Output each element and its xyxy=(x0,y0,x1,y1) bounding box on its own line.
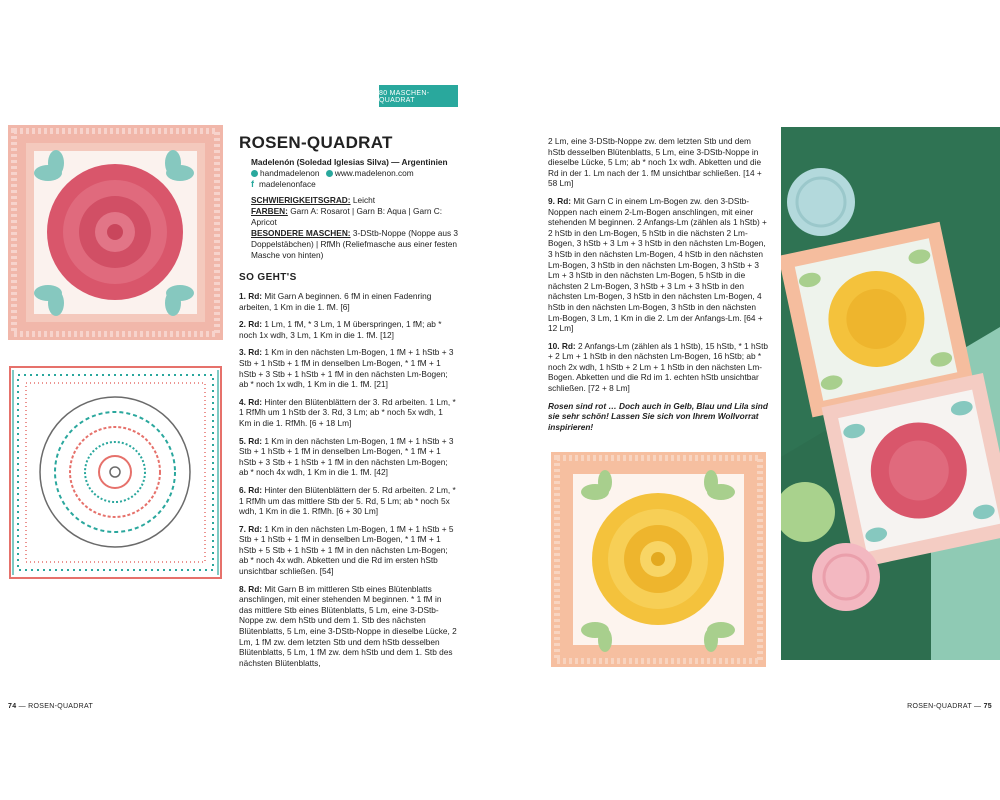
social-links xyxy=(251,168,448,179)
designer-info xyxy=(251,157,448,190)
page-title: ROSEN-QUADRAT xyxy=(239,133,393,152)
closing-note: Rosen sind rot … Doch auch in Gelb, Blau und Lila sind sie sehr schön! Lassen Sie sich von Ihrem Wollvorrat inspirieren! xyxy=(548,400,768,432)
instructions-left xyxy=(239,291,457,675)
pattern-meta xyxy=(251,195,461,261)
web-icon xyxy=(326,170,333,177)
step-3: 3. Rd: 1 Km in den nächsten Lm-Bogen, 1 fM + 1 hStb + 3 Stb + 1 hStb + 1 fM in denselben Lm-Bogen, * 1 fM + 1 hStb + 3 Stb + 1 hStb + 1 fM in den nächsten Lm-Bogen; ab * noch 1x wdh, 1 Km in die 1. fM. [21] xyxy=(239,347,454,390)
website-link[interactable]: www.madelenon.com xyxy=(334,168,414,178)
howto-heading: SO GEHT'S xyxy=(239,272,297,283)
difficulty-label: SCHWIERIGKEITSGRAD: xyxy=(251,195,351,205)
step-8-cont: 2 Lm, eine 3-DStb-Noppe zw. dem letzten Stb und dem hStb desselben Blütenblatts, 5 Lm, eine 3-DStb-Noppe in dieselbe Lücke, 5 Lm; ab * noch 1x wdh. Abketten und die Rd in der 1. Lm nach der 1. fM unsichtbar schließen. [14 + 58 Lm] xyxy=(548,136,762,189)
facebook-icon: f xyxy=(251,179,254,189)
step-2: 2. Rd: 1 Lm, 1 fM, * 3 Lm, 1 M überspringen, 1 fM; ab * noch 1x wdh, 3 Lm, 1 Km in die 1. fM. [12] xyxy=(239,319,442,340)
colors-value: Garn A: Rosarot | Garn B: Aqua | Garn C: Apricot xyxy=(251,206,443,227)
photo-flatlay xyxy=(781,127,1000,660)
photo-rose-square xyxy=(8,125,223,340)
step-7: 7. Rd: 1 Km in den nächsten Lm-Bogen, 1 fM + 1 hStb + 5 Stb + 1 hStb + 1 fM in denselben Lm-Bogen, * 1 fM + 1 hStb + 5 Stb + 1 hStb + 1 fM in den nächsten Lm-Bogen; ab * noch 4x wdh. Abketten und die Rd im ersten hStb unsichtbar schließen. [54] xyxy=(239,523,454,577)
step-6: 6. Rd: Hinter den Blütenblättern der 5. Rd arbeiten. 2 Lm, * 1 RfMh um das mittlere Stb der 5. Rd, 5 Lm; ab * noch 5x wdh, 1 Km in die 1. RfMh. [6 + 30 Lm] xyxy=(239,484,456,517)
footer-right: ROSEN-QUADRAT — 75 xyxy=(907,703,992,710)
step-8: 8. Rd: Mit Garn B im mittleren Stb eines Blütenblatts anschlingen, mit einer stehenden M beginnen. * 1 fM in das mittlere Stb eines Blütenblatts, 5 Lm, eine 3-DStb-Noppe zw. dem hStb und dem 1. Stb des nächsten Blütenblatts, 5 Lm, eine 3-DStb-Noppe in dieselbe Lücke, 2 Lm, 1 fM zw. dem letzten Stb und dem hStb desselben Blütenblatts, 5 Lm, 1 fM zw. dem hStb und dem 1. Stb des nächsten Blütenblatts, xyxy=(239,583,457,668)
difficulty-value: Leicht xyxy=(352,195,376,205)
section-tag xyxy=(379,85,458,107)
photo-yellow-rose-square xyxy=(551,452,766,667)
facebook-handle[interactable]: madelenonface xyxy=(259,179,316,189)
instagram-icon xyxy=(251,170,258,177)
step-9: 9. Rd: Mit Garn C in einem Lm-Bogen zw. den 3-DStb-Noppen nach einem 2-Lm-Bogen anschlingen, mit einer stehenden M beginnen. 2 Anfangs-Lm (zählen als 1 hStb) + 2 hStb in den Lm-Bogen, 5 hStb in die nächsten 2 Lm-Bogen, 3 hStb + 3 Lm + 3 hStb in den nächsten Lm-Bogen, 3 hStb in den nächsten Lm-Bogen, 4 hStb in den nächsten Lm-Bogen, 3 hStb in den nächsten Lm-Bogen, 3 hStb + 3 Lm + 3 hStb in den nächsten Lm-Bogen, 5 hStb in die nächsten 2 Lm-Bogen, 3 hStb + 3 Lm + 3 hStb in den nächsten Lm-Bogen, 3 hStb in den nächsten Lm-Bogen, 4 hStb in den nächsten Lm-Bogen, 3 hStb in den nächsten Lm-Bogen, 3 Lm, 1 Km in die 2. Lm der Anfangs-Lm. [64 + 12 Lm] xyxy=(548,195,767,334)
step-1: 1. Rd: Mit Garn A beginnen. 6 fM in einen Fadenring arbeiten, 1 Km in die 1. fM. [6] xyxy=(239,291,432,312)
designer-name: Madelenón (Soledad Iglesias Silva) — Argentinien xyxy=(251,157,448,167)
colors-label: FARBEN: xyxy=(251,206,288,216)
instagram-handle[interactable]: handmadelenon xyxy=(260,168,320,178)
instructions-right xyxy=(548,136,768,439)
step-10: 10. Rd: 2 Anfangs-Lm (zählen als 1 hStb), 15 hStb, * 1 hStb + 2 Lm + 1 hStb in den nächsten Lm-Bogen, 16 hStb; ab * noch 2x wdh, 1 hStb + 2 Lm + 1 hStb in den nächsten Lm-Bogen. Abketten und die Rd im 1. echten hStb unsichtbar schließen. [72 + 8 Lm] xyxy=(548,340,769,394)
footer-left: 74 — ROSEN-QUADRAT xyxy=(8,703,94,710)
crochet-chart-diagram xyxy=(8,365,223,580)
step-4: 4. Rd: Hinter den Blütenblättern der 3. Rd arbeiten. 1 Lm, * 1 RfMh um 1 hStb der 3. Rd, 3 Lm; ab * noch 5x wdh, 1 Km in die 1. RfMh. [6 + 18 Lm] xyxy=(239,396,456,428)
special-stitches-value: 3-DStb-Noppe (Noppe aus 3 Doppelstäbchen) | RfMh (Reliefmasche aus einer festen Masche von hinten) xyxy=(251,228,459,260)
step-5: 5. Rd: 1 Km in den nächsten Lm-Bogen, 1 fM + 1 hStb + 3 Stb + 1 hStb + 1 fM in denselben Lm-Bogen, * 1 fM + 1 hStb + 3 Stb + 1 hStb + 1 fM in den nächsten Lm-Bogen; ab * noch 4x wdh, 1 Km in die 1. fM. [42] xyxy=(239,435,454,478)
special-stitches-label: BESONDERE MASCHEN: xyxy=(251,228,351,238)
section-tag-label: 80 MASCHEN-QUADRAT xyxy=(379,90,430,104)
